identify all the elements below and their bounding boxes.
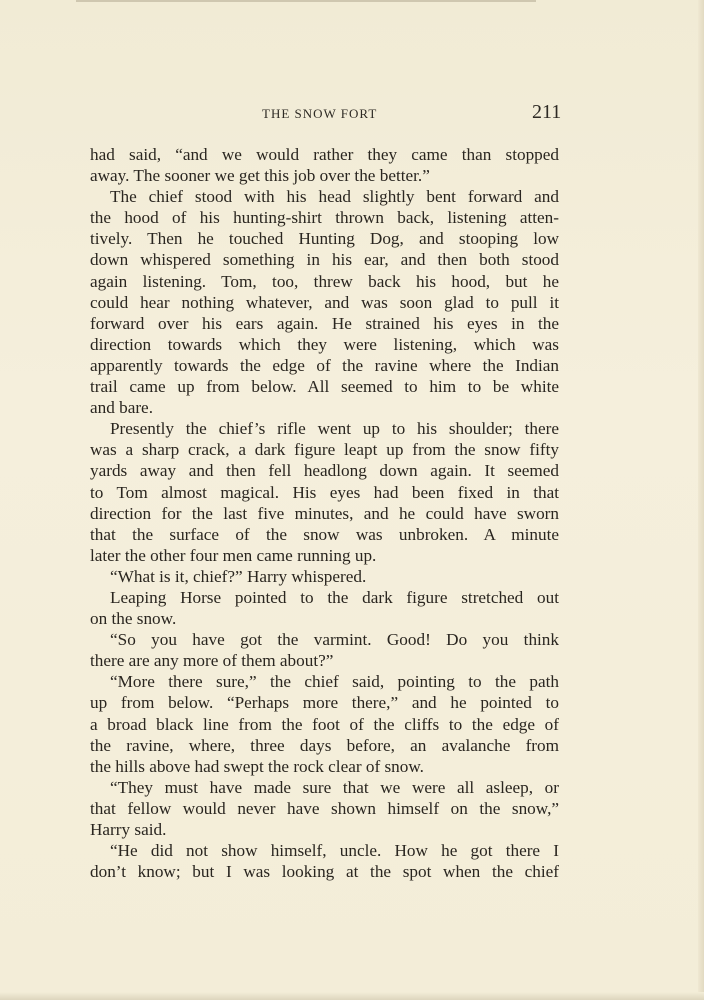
text-line: again listening. Tom, too, threw back his hood, but he — [90, 271, 559, 291]
text-line: later the other four men came running up. — [90, 545, 377, 565]
text-line: “They must have made sure that we were all asleep, or — [110, 777, 559, 797]
text-line: direction towards which they were listening, which was — [90, 334, 559, 354]
text-line: that the surface of the snow was unbroken. A minute — [90, 524, 559, 544]
text-line: and bare. — [90, 398, 153, 418]
text-line: was a sharp crack, a dark figure leapt up from the snow fifty — [90, 440, 559, 460]
text-line: The chief stood with his head slightly bent forward and — [110, 187, 559, 207]
text-line: “What is it, chief?” Harry whispered. — [110, 566, 367, 586]
text-line: tively. Then he touched Hunting Dog, and stooping low — [90, 229, 559, 249]
body-text — [90, 144, 559, 882]
text-line: “More there sure,” the chief said, pointing to the path — [110, 672, 559, 692]
text-line: could hear nothing whatever, and was soon glad to pull it — [90, 292, 559, 312]
text-line: yards away and then fell headlong down again. It seemed — [90, 461, 559, 481]
text-line: away. The sooner we get this job over the better.” — [90, 166, 430, 186]
text-line: direction for the last five minutes, and he could have sworn — [90, 503, 559, 523]
text-line: that fellow would never have shown himself on the snow,” — [90, 798, 559, 818]
text-line: to Tom almost magical. His eyes had been fixed in that — [90, 482, 559, 502]
text-line: Harry said. — [90, 820, 167, 839]
text-line: don’t know; but I was looking at the spot when the chief — [90, 862, 559, 882]
text-line: apparently towards the edge of the ravine where the Indian — [90, 355, 559, 375]
page-right-edge — [698, 0, 704, 1000]
text-line: forward over his ears again. He strained his eyes in the — [90, 313, 559, 333]
text-line: the hood of his hunting-shirt thrown back, listening atten- — [90, 208, 559, 228]
text-line: there are any more of them about?” — [90, 651, 334, 671]
text-line: up from below. “Perhaps more there,” and he pointed to — [90, 693, 559, 713]
text-line: trail came up from below. All seemed to him to be white — [90, 377, 559, 397]
running-head: THE SNOW FORT — [262, 106, 378, 121]
text-line: “So you have got the varmint. Good! Do you think — [110, 630, 559, 650]
text-line: the ravine, where, three days before, an avalanche from — [90, 735, 559, 755]
text-line: Presently the chief’s rifle went up to his shoulder; there — [110, 419, 559, 439]
text-line: the hills above had swept the rock clear of snow. — [90, 756, 424, 776]
text-line: on the snow. — [90, 609, 177, 629]
text-line: “He did not show himself, uncle. How he got there I — [110, 841, 559, 861]
text-line: Leaping Horse pointed to the dark figure stretched out — [110, 587, 559, 607]
text-line: had said, “and we would rather they came than stopped — [90, 145, 559, 164]
page-bottom-edge — [0, 992, 704, 1000]
text-line: down whispered something in his ear, and then both stood — [90, 250, 559, 270]
top-edge-rule — [76, 0, 536, 2]
page-number: 211 — [532, 101, 562, 123]
text-line: a broad black line from the foot of the cliffs to the edge of — [90, 714, 559, 734]
